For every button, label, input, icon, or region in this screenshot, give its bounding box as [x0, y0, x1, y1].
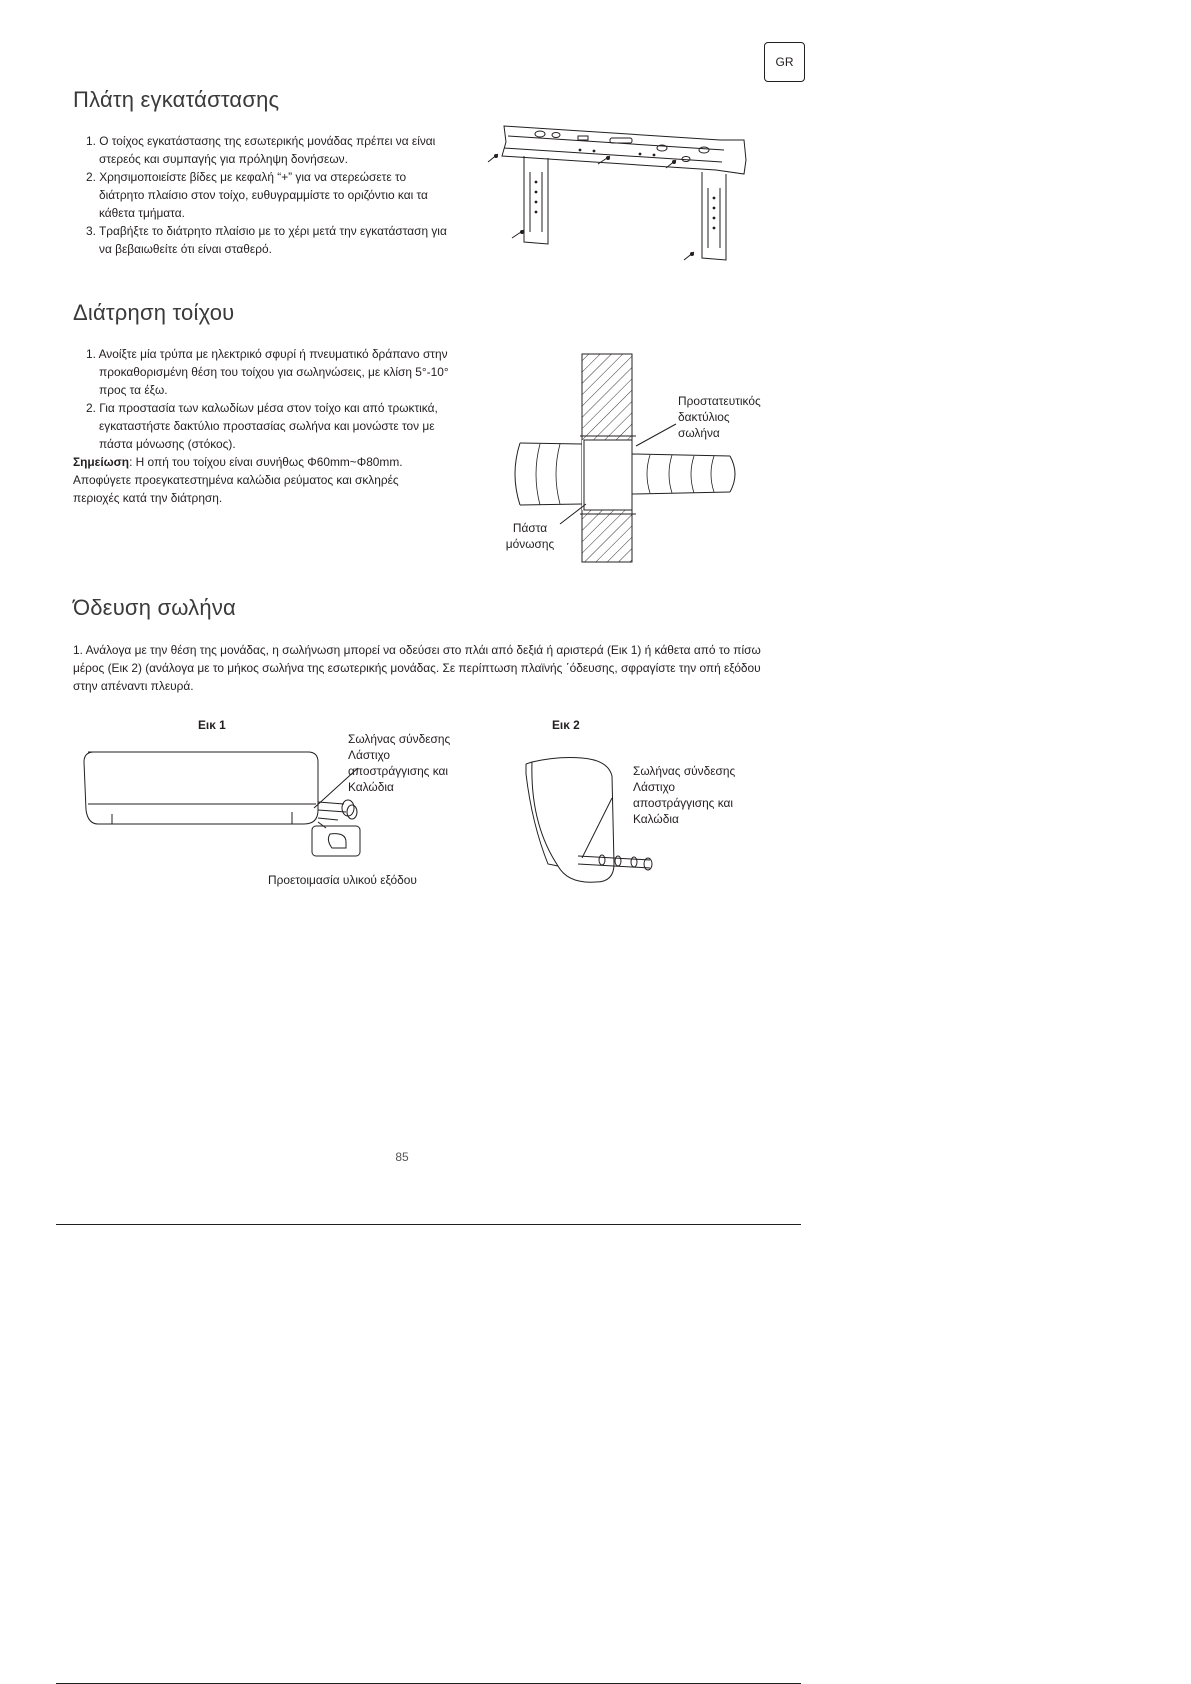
divider	[56, 1224, 801, 1225]
section-title-pipe-routing: Όδευση σωλήνα	[73, 595, 236, 620]
note-label: Σημείωση	[73, 455, 130, 469]
label-insulation-paste	[503, 520, 557, 552]
note-text: : Η οπή του τοίχου είναι συνήθως Φ60mm~Φ80mm. Αποφύγετε προεγκατεστημένα καλώδια ρεύματος και σκληρές περιοχές κατά την διάτρηση.	[73, 455, 403, 505]
label-line: αποστράγγισης και	[348, 764, 449, 778]
label-line: Σωλήνας σύνδεσης	[633, 764, 736, 778]
wall-drilling-note	[73, 453, 435, 507]
label-protective-ring	[678, 393, 761, 441]
label-line: μόνωσης	[505, 537, 555, 551]
pipe-routing-text: 1. Ανάλογα με την θέση της μονάδας, η σωλήνωση μπορεί να οδεύσει στο πλάι από δεξιά ή αριστερά (Εικ 1) ή κάθετα από το πίσω μέρος (Εικ 2) (ανάλογα με το μήκος σωλήνα της εσωτερικής μονάδας. Σε περίπτωση πλαϊνής ΄όδευσης, σφραγίστε την οπή εξόδου στην απέναντι πλευρά.	[73, 643, 761, 693]
figure-1-title: Εικ 1	[198, 718, 226, 732]
section-title-installation-plate: Πλάτη εγκατάστασης	[73, 87, 280, 112]
list-item: 2. Για προστασία των καλωδίων μέσα στον τοίχο και από τρωκτικά, εγκαταστήστε δακτύλιο προστασίας σωλήνα και μονώστε τον με πάστα μόνωσης (στόκος).	[86, 401, 438, 451]
figure-1-label	[348, 731, 450, 795]
language-badge: GR	[764, 42, 805, 82]
figure-1-illustration	[82, 748, 372, 858]
figure-1-caption: Προετοιμασία υλικού εξόδου	[268, 873, 417, 887]
label-line: δακτύλιος	[678, 410, 730, 424]
wall-drilling-steps	[86, 345, 452, 453]
label-line: Λάστιχο	[348, 748, 391, 762]
list-item: 1. Ο τοίχος εγκατάστασης της εσωτερικής μονάδας πρέπει να είναι στερεός και συμπαγής για πρόληψη δονήσεων.	[86, 134, 436, 166]
figure-2-title: Εικ 2	[552, 718, 580, 732]
list-item: 2. Χρησιμοποιείστε βίδες με κεφαλή “+” για να στερεώσετε το διάτρητο πλαίσιο στον τοίχο, ευθυγραμμίστε το οριζόντιο και τα κάθετα τμήματα.	[86, 170, 428, 220]
mounting-plate-illustration	[490, 112, 760, 262]
installation-plate-steps	[86, 132, 452, 258]
label-line: Σωλήνας σύνδεσης	[348, 732, 451, 746]
figure-2-label	[633, 763, 735, 827]
label-line: Λάστιχο	[633, 780, 676, 794]
section-title-wall-drilling: Διάτρηση τοίχου	[73, 300, 235, 325]
label-line: Προστατευτικός	[678, 394, 761, 408]
label-line: Πάστα	[512, 521, 548, 535]
label-line: Καλώδια	[633, 812, 679, 826]
list-item: 3. Τραβήξτε το διάτρητο πλαίσιο με το χέρι μετά την εγκατάσταση για να βεβαιωθείτε ότι είναι σταθερό.	[86, 224, 447, 256]
label-line: σωλήνα	[678, 426, 720, 440]
label-line: Καλώδια	[348, 780, 394, 794]
label-line: αποστράγγισης και	[633, 796, 734, 810]
list-item: 1. Ανοίξτε μία τρύπα με ηλεκτρικό σφυρί ή πνευματικό δράπανο στην προκαθορισμένη θέση του τοίχου για σωληνώσεις, με κλίση 5°-10° προς τα έξω.	[86, 347, 449, 397]
page-number: 85	[395, 1150, 409, 1164]
